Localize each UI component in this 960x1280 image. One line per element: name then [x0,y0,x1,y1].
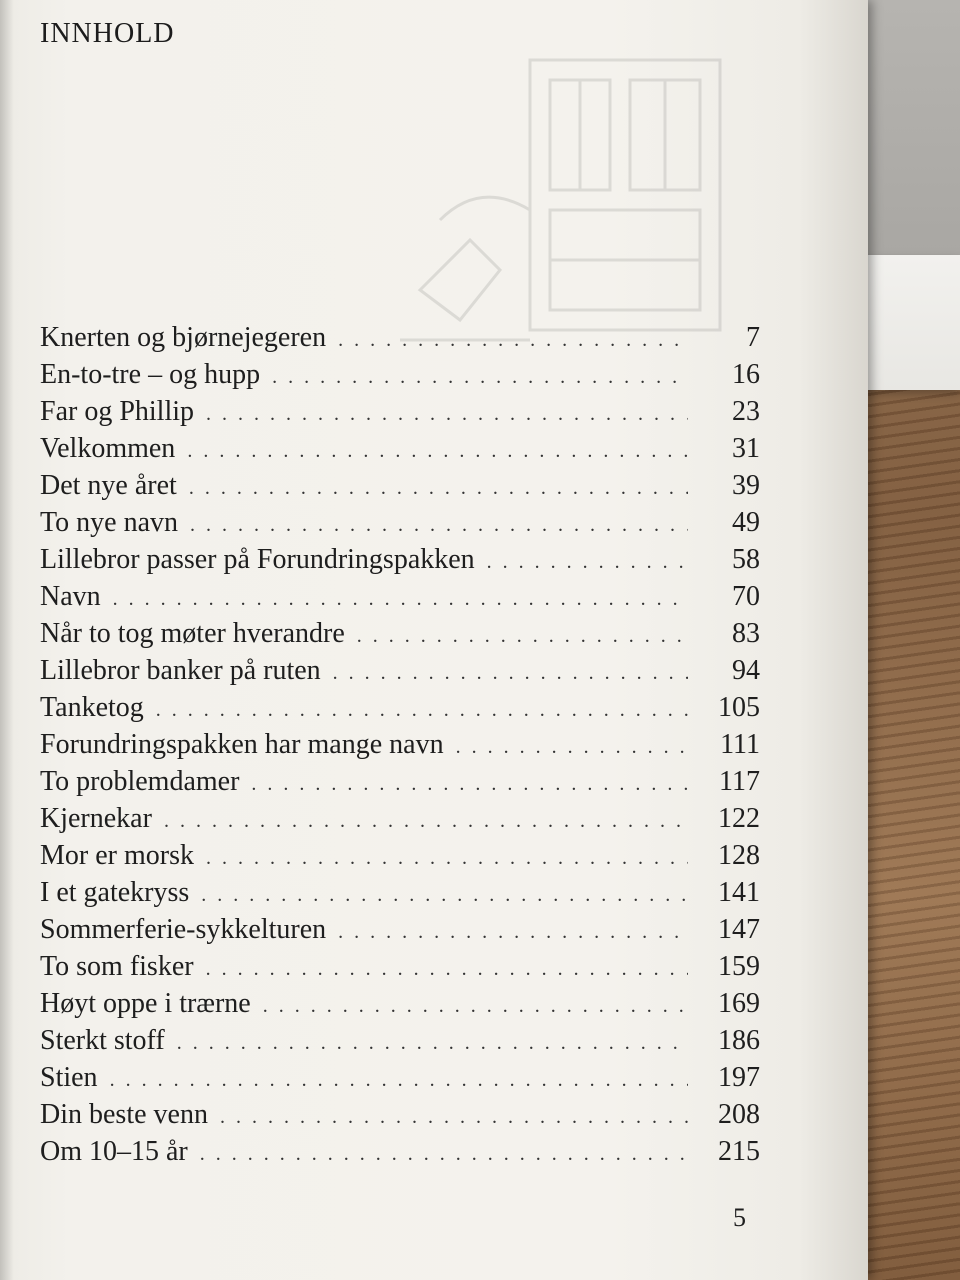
toc-entry [40,988,760,1025]
toc-leader-dots [338,329,688,352]
toc-entry-title: Sommerferie-sykkelturen [40,914,327,945]
toc-entry [40,359,760,396]
toc-entry [40,322,760,359]
toc-leader-dots [456,736,688,759]
toc-leader-dots [487,551,688,574]
toc-entry [40,396,760,433]
toc-entry [40,544,760,581]
toc-entry-page: 111 [720,729,760,760]
toc-leader-dots [156,699,688,722]
toc-entry-page: 147 [718,914,760,945]
toc-entry-title: Høyt oppe i trærne [40,988,251,1019]
toc-leader-dots [206,958,688,981]
toc-entry-page: 169 [718,988,760,1019]
toc-entry-title: To nye navn [40,507,179,538]
toc-entry-title: Din beste venn [40,1099,208,1130]
toc-entry-page: 58 [732,544,760,575]
toc-entry-title: Når to tog møter hverandre [40,618,345,649]
page-number: 5 [733,1203,746,1232]
toc-leader-dots [187,440,688,463]
toc-leader-dots [190,514,688,537]
toc-entry-page: 49 [732,507,760,538]
toc-entry [40,692,760,729]
toc-entry-page: 39 [732,470,760,501]
toc-leader-dots [201,884,688,907]
contents-heading: INNHOLD [40,18,175,49]
toc-entry [40,877,760,914]
toc-entry-title: Mor er morsk [40,840,194,871]
toc-entry-page: 94 [732,655,760,686]
toc-leader-dots [251,773,688,796]
page-gutter-shadow [0,0,14,1280]
toc-leader-dots [206,847,688,870]
toc-entry-page: 16 [732,359,760,390]
toc-entry-title: I et gatekryss [40,877,190,908]
toc-entry [40,803,760,840]
toc-leader-dots [164,810,688,833]
toc-entry-page: 31 [732,433,760,464]
toc-entry [40,581,760,618]
toc-leader-dots [113,588,688,611]
toc-entry-page: 117 [719,766,760,797]
toc-entry [40,766,760,803]
toc-entry [40,470,760,507]
toc-entry-title: Lillebror passer på Forundringspakken [40,544,475,575]
toc-entry-title: Kjernekar [40,803,152,834]
toc-entry-page: 7 [746,322,760,353]
bleed-through-illustration [400,40,780,350]
toc-leader-dots [189,477,688,500]
toc-leader-dots [220,1106,688,1129]
toc-entry-title: Sterkt stoff [40,1025,165,1056]
toc-entry-title: Lillebror banker på ruten [40,655,321,686]
toc-entry [40,1136,760,1173]
toc-entry-title: Om 10–15 år [40,1136,188,1167]
toc-entry [40,1099,760,1136]
toc-entry-page: 23 [732,396,760,427]
toc-entry-title: Tanketog [40,692,144,723]
toc-entry-page: 83 [732,618,760,649]
toc-entry-title: En-to-tre – og hupp [40,359,261,390]
toc-leader-dots [333,662,688,685]
toc-leader-dots [272,366,688,389]
toc-entry-title: Velkommen [40,433,176,464]
toc-entry [40,951,760,988]
toc-entry-title: Det nye året [40,470,177,501]
toc-entry [40,1062,760,1099]
toc-entry-page: 141 [718,877,760,908]
toc-entry [40,1025,760,1062]
toc-entry-page: 70 [732,581,760,612]
toc-entry-title: To problemdamer [40,766,240,797]
toc-entry-page: 215 [718,1136,760,1167]
toc-entry-page: 159 [718,951,760,982]
toc-entry-title: Knerten og bjørnejegeren [40,322,327,353]
toc-entry-title: Stien [40,1062,98,1093]
toc-entry-page: 105 [718,692,760,723]
toc-entry-title: To som fisker [40,951,194,982]
toc-leader-dots [338,921,688,944]
table-of-contents [40,322,760,1173]
toc-entry-page: 197 [718,1062,760,1093]
toc-leader-dots [177,1032,688,1055]
toc-entry [40,618,760,655]
toc-entry [40,914,760,951]
toc-entry [40,655,760,692]
toc-entry-page: 186 [718,1025,760,1056]
toc-entry-title: Far og Phillip [40,396,195,427]
toc-entry-page: 122 [718,803,760,834]
toc-entry [40,729,760,766]
toc-leader-dots [200,1143,688,1166]
toc-leader-dots [110,1069,688,1092]
toc-leader-dots [357,625,688,648]
toc-entry [40,433,760,470]
toc-entry [40,507,760,544]
toc-leader-dots [263,995,688,1018]
toc-entry-page: 208 [718,1099,760,1130]
toc-entry-title: Navn [40,581,101,612]
toc-entry [40,840,760,877]
toc-entry-page: 128 [718,840,760,871]
toc-leader-dots [206,403,688,426]
toc-entry-title: Forundringspakken har mange navn [40,729,444,760]
